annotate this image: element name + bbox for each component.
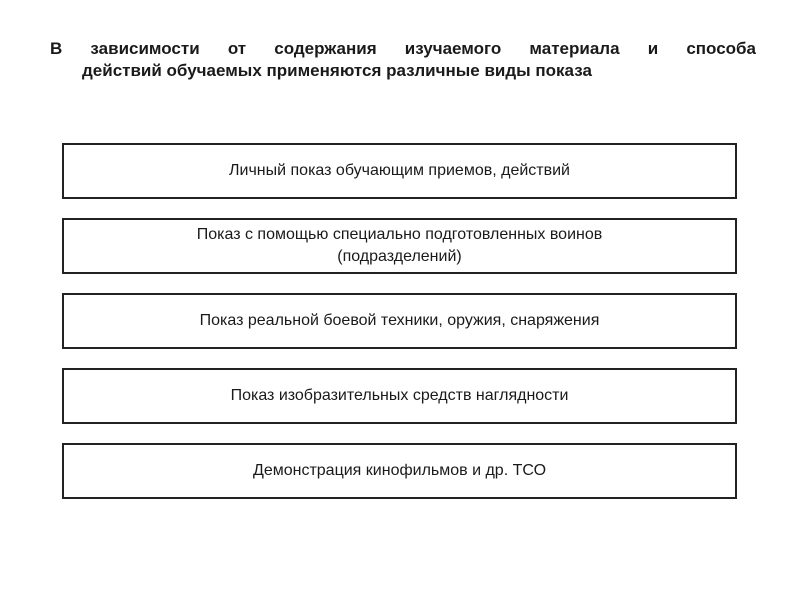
box-films-label: Демонстрация кинофильмов и др. ТСО: [252, 462, 547, 479]
box-real-equipment-demonstration: [62, 293, 737, 349]
box-trained-soldiers-label-line-2: (подразделений): [337, 248, 462, 265]
heading-line-1: В зависимости от содержания изучаемого материала и способа: [50, 39, 756, 58]
box-trained-soldiers-label-line-1: Показ с помощью специально подготовленных воинов: [196, 226, 603, 243]
slide-heading: [50, 38, 756, 82]
box-visual-aids-label: Показ изобразительных средств наглядности: [230, 387, 569, 404]
heading-line-2: действий обучаемых применяются различные виды показа: [82, 61, 592, 80]
box-real-equipment-label: Показ реальной боевой техники, оружия, снаряжения: [199, 312, 600, 329]
box-films-demonstration: [62, 443, 737, 499]
box-personal-demonstration-label: Личный показ обучающим приемов, действий: [229, 162, 570, 179]
box-trained-soldiers-demonstration: [62, 218, 737, 274]
box-visual-aids-demonstration: [62, 368, 737, 424]
box-personal-demonstration: [62, 143, 737, 199]
box-trained-soldiers-text: [197, 224, 603, 268]
